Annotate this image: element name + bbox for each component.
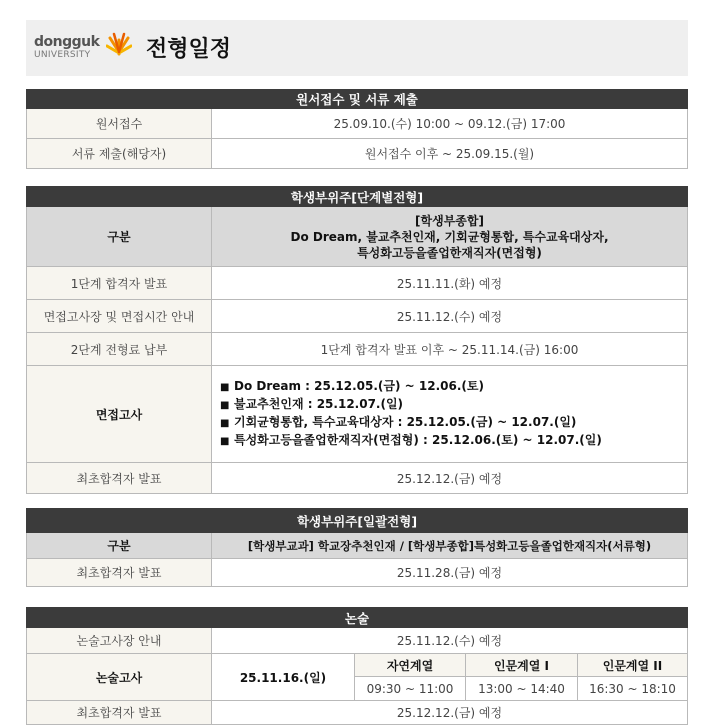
row-label: 최초합격자 발표 — [27, 463, 212, 494]
row-label: 면접고사장 및 면접시간 안내 — [27, 300, 212, 333]
track-name: 인문계열 I — [466, 654, 578, 677]
row-value: 1단계 합격자 발표 이후 ~ 25.11.14.(금) 16:00 — [212, 333, 688, 366]
stage-admission-table — [26, 186, 688, 494]
row-value: 25.09.10.(수) 10:00 ~ 09.12.(금) 17:00 — [212, 109, 688, 139]
application-schedule-table — [26, 89, 688, 169]
row-label: 논술고사장 안내 — [27, 628, 212, 654]
list-item: ■ Do Dream : 25.12.05.(금) ~ 12.06.(토) — [220, 378, 683, 396]
lotus-logo-icon — [106, 30, 132, 56]
essay-exam-label: 논술고사 — [27, 654, 212, 701]
essay-admission-table — [26, 607, 688, 725]
row-value: 25.12.12.(금) 예정 — [212, 463, 688, 494]
row-label: 1단계 합격자 발표 — [27, 267, 212, 300]
list-item: ■ 특성화고등을졸업한재직자(면접형) : 25.12.06.(토) ~ 12.07.(일) — [220, 432, 683, 450]
logo-name: dongguk — [34, 34, 100, 50]
row-value: 원서접수 이후 ~ 25.09.15.(월) — [212, 139, 688, 169]
section-title: 학생부위주[일괄전형] — [27, 509, 688, 533]
section-title: 학생부위주[단계별전형] — [27, 187, 688, 207]
category-label: 구분 — [27, 533, 212, 559]
page-header — [26, 20, 688, 76]
track-name: 자연계열 — [355, 654, 466, 677]
row-label: 원서접수 — [27, 109, 212, 139]
track-time: 09:30 ~ 11:00 — [355, 677, 466, 701]
interview-label: 면접고사 — [27, 366, 212, 463]
row-value: 25.11.28.(금) 예정 — [212, 559, 688, 587]
row-value: 25.11.11.(화) 예정 — [212, 267, 688, 300]
essay-exam-date: 25.11.16.(일) — [212, 654, 355, 701]
category-line: [학생부종합] — [415, 213, 484, 228]
row-label: 2단계 전형료 납부 — [27, 333, 212, 366]
row-value: 25.11.12.(수) 예정 — [212, 628, 688, 654]
track-time: 13:00 ~ 14:40 — [466, 677, 578, 701]
batch-admission-table — [26, 508, 688, 587]
category-value: [학생부교과] 학교장추천인재 / [학생부종합]특성화고등을졸업한재직자(서류형) — [212, 533, 688, 559]
row-label: 서류 제출(해당자) — [27, 139, 212, 169]
category-line: 특성화고등을졸업한재직자(면접형) — [357, 245, 542, 260]
list-item: ■ 불교추천인재 : 25.12.07.(일) — [220, 396, 683, 414]
category-label: 구분 — [27, 207, 212, 267]
category-value — [212, 207, 688, 267]
category-line: Do Dream, 불교추천인재, 기회균형통합, 특수교육대상자, — [290, 229, 609, 244]
logo-sub: UNIVERSITY — [34, 50, 91, 60]
track-time: 16:30 ~ 18:10 — [578, 677, 688, 701]
row-value: 25.12.12.(금) 예정 — [212, 701, 688, 725]
page-title: 전형일정 — [146, 37, 232, 62]
section-title: 원서접수 및 서류 제출 — [27, 90, 688, 109]
list-item: ■ 기회균형통합, 특수교육대상자 : 25.12.05.(금) ~ 12.07.(일) — [220, 414, 683, 432]
row-label: 최초합격자 발표 — [27, 701, 212, 725]
row-label: 최초합격자 발표 — [27, 559, 212, 587]
interview-schedule-list — [212, 366, 688, 463]
section-title: 논술 — [27, 608, 688, 628]
university-logo — [34, 28, 130, 68]
track-name: 인문계열 II — [578, 654, 688, 677]
row-value: 25.11.12.(수) 예정 — [212, 300, 688, 333]
